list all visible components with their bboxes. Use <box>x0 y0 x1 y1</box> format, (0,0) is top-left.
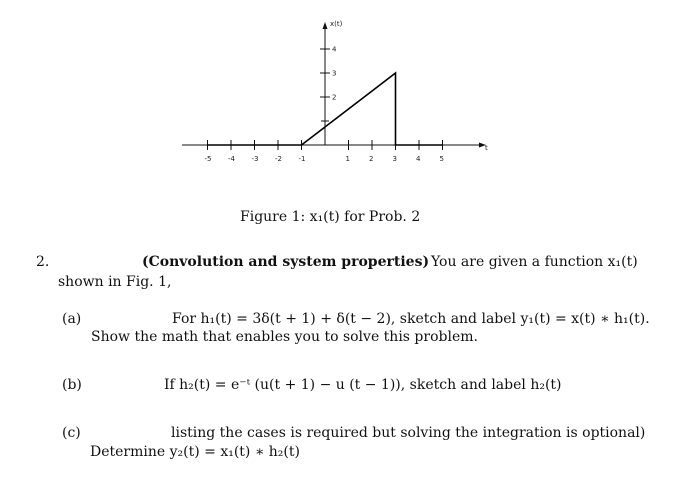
part-c-text2: Determine y₂(t) = x₁(t) ∗ h₂(t) <box>90 444 300 460</box>
y-tick-label: 3 <box>332 69 337 78</box>
x1-plot <box>160 14 500 184</box>
x-tick-label: 3 <box>392 155 397 163</box>
x-tick-label: 4 <box>416 155 421 163</box>
part-a-label: (a) <box>62 311 82 327</box>
problem-intro: You are given a function x₁(t) <box>431 254 638 270</box>
y-axis-arrow <box>323 22 328 29</box>
x-tick-label: -2 <box>275 155 282 163</box>
part-c-text: listing the cases is required but solving the integration is optional) <box>171 425 646 441</box>
part-a-text: For h₁(t) = 3δ(t + 1) + δ(t − 2), sketch and label y₁(t) = x(t) ∗ h₁(t). <box>172 311 650 327</box>
part-b-text: If h₂(t) = e⁻ᵗ (u(t + 1) − u (t − 1)), sketch and label h₂(t) <box>164 377 562 393</box>
x-tick-label: -1 <box>298 155 306 163</box>
problem-intro-line2: shown in Fig. 1, <box>58 274 172 290</box>
x-tick-label: -3 <box>251 155 259 163</box>
x-tick-label: 1 <box>345 155 350 163</box>
y-tick-label: 2 <box>332 93 337 102</box>
x-tick-label: -5 <box>204 155 212 163</box>
y-tick-label: 4 <box>332 45 337 54</box>
figure-caption: Figure 1: x₁(t) for Prob. 2 <box>240 209 421 225</box>
part-a-text2: Show the math that enables you to solve this problem. <box>91 329 478 345</box>
figure-1 <box>160 14 500 184</box>
y-axis-label: x(t) <box>330 20 343 28</box>
x-tick-label: 5 <box>439 155 444 163</box>
x-axis-label: t <box>485 144 488 152</box>
part-b-label: (b) <box>62 377 82 393</box>
problem-number: 2. <box>36 254 50 270</box>
x-tick-label: 2 <box>369 155 374 163</box>
x-tick-label: -4 <box>228 155 235 163</box>
problem-title: (Convolution and system properties) <box>142 254 430 270</box>
part-c-label: (c) <box>62 425 81 441</box>
